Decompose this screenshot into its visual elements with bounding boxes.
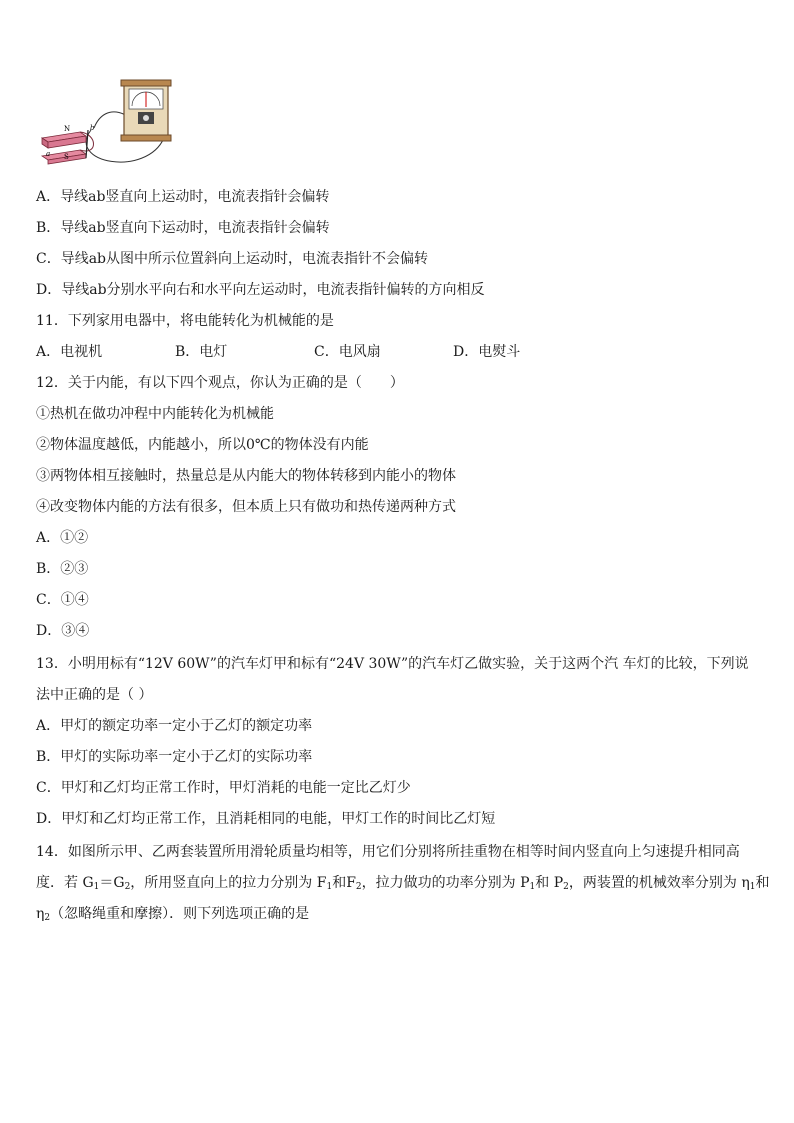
q11-option-b: B．电灯 [175, 344, 228, 360]
galvanometer [121, 80, 171, 141]
q13-option-b: B．甲灯的实际功率一定小于乙灯的实际功率 [36, 749, 313, 765]
q14-stem-line3: $\eta_2$（忽略绳重和摩擦）．则下列选项正确的是 [36, 906, 310, 923]
q12-statement-4: ④改变物体内能的方法有很多，但本质上只有做功和热传递两种方式 [36, 499, 456, 515]
q12-statement-2: ②物体温度越低，内能越小，所以0℃的物体没有内能 [36, 437, 369, 453]
q12-option-a: A．①② [36, 530, 89, 546]
q12-option-b: B．②③ [36, 561, 89, 577]
q10-option-c: C．导线ab从图中所示位置斜向上运动时，电流表指针不会偏转 [36, 251, 429, 267]
point-a-label: a [46, 150, 51, 158]
q12-option-c: C．①④ [36, 592, 89, 608]
q12-stem: 12．关于内能，有以下四个观点，你认为正确的是（ ） [36, 375, 404, 391]
induction-apparatus-drawing [36, 78, 196, 170]
q14-stem-line2: 度．若 $G_1=G_2$，所用竖直向上的拉力分别为 $F_1$和$F_2$，拉力做功的功率分别为 $P_1$和 $P_2$，两装置的机械效率分别为 $\eta_1$和 [36, 875, 770, 892]
q11-option-c: C．电风扇 [314, 344, 381, 360]
induction-experiment-figure [36, 78, 196, 170]
q11-option-a: A．电视机 [36, 344, 103, 360]
north-pole-label: N [64, 125, 71, 133]
q10-option-b: B．导线ab竖直向下运动时，电流表指针会偏转 [36, 220, 330, 236]
q12-statement-1: ①热机在做功冲程中内能转化为机械能 [36, 406, 274, 422]
south-pole-label: S [64, 153, 69, 161]
q13-option-d: D．甲灯和乙灯均正常工作，且消耗相同的电能，甲灯工作的时间比乙灯短 [36, 811, 496, 827]
q13-option-c: C．甲灯和乙灯均正常工作时，甲灯消耗的电能一定比乙灯少 [36, 780, 411, 796]
q14-stem-line1: 14．如图所示甲、乙两套装置所用滑轮质量均相等，用它们分别将所挂重物在相等时间内竖直向上匀速提升相同高 [36, 844, 740, 860]
q10-option-d: D．导线ab分别水平向右和水平向左运动时，电流表指针偏转的方向相反 [36, 282, 485, 298]
q13-option-a: A．甲灯的额定功率一定小于乙灯的额定功率 [36, 718, 313, 734]
q13-stem-line1: 13．小明用标有“12V 60W”的汽车灯甲和标有“24V 30W”的汽车灯乙做实验，关于这两个汽 车灯的比较，下列说 [36, 656, 749, 672]
q12-statement-3: ③两物体相互接触时，热量总是从内能大的物体转移到内能小的物体 [36, 468, 456, 484]
q11-stem: 11．下列家用电器中，将电能转化为机械能的是 [36, 313, 334, 329]
q10-option-a: A．导线ab竖直向上运动时，电流表指针会偏转 [36, 189, 330, 205]
point-b-label: b [90, 124, 95, 132]
q12-option-d: D．③④ [36, 623, 90, 639]
q13-stem-line2: 法中正确的是（ ） [36, 687, 153, 703]
q11-option-d: D．电熨斗 [453, 344, 521, 360]
